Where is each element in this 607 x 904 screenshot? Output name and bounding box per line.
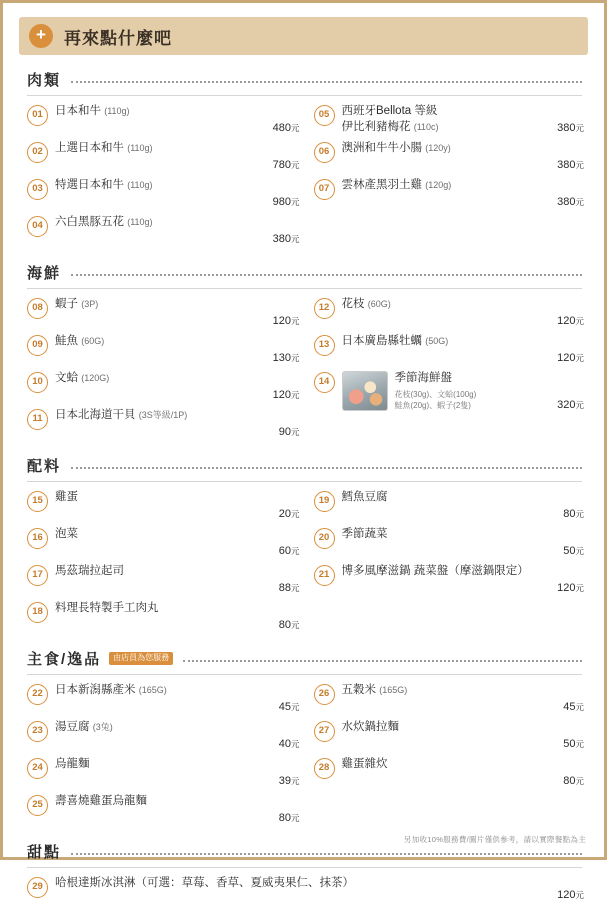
menu-item-body (48, 334, 273, 350)
section-title: 甜點 (27, 844, 62, 861)
column-left (19, 293, 304, 441)
menu-item[interactable] (27, 486, 300, 523)
menu-item-number: 29 (27, 877, 48, 898)
menu-item[interactable] (27, 753, 300, 790)
menu-item-number: 13 (314, 335, 335, 356)
menu-item-price: 80元 (278, 619, 300, 631)
menu-item[interactable] (27, 872, 584, 904)
menu-item-price: 50元 (563, 738, 584, 750)
menu-item-price: 130元 (272, 352, 300, 364)
menu-item-body (48, 794, 279, 810)
menu-item-weight: (165G) (379, 685, 408, 695)
menu-item-price: 320元 (557, 398, 584, 411)
menu-item-body (335, 527, 564, 543)
menu-item-name: 文蛤 (120G) (55, 372, 110, 384)
menu-item-text (55, 297, 269, 313)
menu-item-weight: (110g) (127, 217, 153, 227)
menu-item-name: 水炊鍋拉麵 (341, 721, 399, 733)
menu-section (19, 648, 588, 827)
menu-item-text (342, 178, 554, 194)
menu-item-name: 泡菜 (55, 528, 78, 540)
menu-item-weight: (3S等級/1P) (138, 410, 188, 420)
menu-item-body (48, 601, 279, 617)
menu-item-text (55, 178, 269, 194)
menu-item-name: 博多風摩滋鍋 蔬菜盤（摩滋鍋限定） (341, 565, 529, 577)
section-dotted-rule (71, 852, 582, 855)
menu-section (19, 455, 588, 634)
menu-item-price: 80元 (563, 508, 584, 520)
menu-item-name: 特選日本和牛 (110g) (55, 179, 153, 191)
menu-item-text (342, 141, 554, 157)
menu-item[interactable] (314, 716, 585, 753)
section-header (19, 455, 588, 476)
menu-item[interactable] (27, 560, 300, 597)
menu-item-body (335, 683, 564, 699)
column-right (304, 293, 589, 441)
column-right (304, 679, 589, 827)
menu-item-text (342, 683, 560, 699)
menu-item-name: 日本新潟縣產米 (165G) (55, 684, 167, 696)
menu-item[interactable] (27, 174, 300, 211)
menu-item-price: 39元 (278, 775, 300, 787)
menu-content (3, 3, 604, 901)
menu-item-price: 45元 (278, 701, 300, 713)
menu-item[interactable] (314, 486, 585, 523)
menu-item-price: 380元 (272, 233, 300, 245)
menu-item-weight: (3兔) (92, 722, 113, 732)
menu-item-body (48, 371, 273, 387)
menu-item-name: 六白黑豚五花 (110g) (55, 216, 153, 228)
menu-item[interactable] (314, 679, 585, 716)
menu-item-weight: (60G) (367, 299, 391, 309)
menu-item-number: 06 (314, 142, 335, 163)
menu-item-number: 23 (27, 721, 48, 742)
menu-item-name: 澳洲和牛牛小腸 (120y) (341, 142, 451, 155)
section-header (19, 262, 588, 283)
menu-item-body (48, 564, 279, 580)
section-divider (27, 95, 582, 96)
menu-item-weight: (110c) (413, 121, 439, 132)
menu-item-body (48, 297, 273, 313)
menu-item-text (55, 683, 275, 699)
menu-item-name: 馬茲瑞拉起司 (55, 565, 124, 577)
section-divider (27, 481, 582, 482)
menu-item-body (335, 141, 558, 157)
menu-item-body (48, 683, 279, 699)
menu-item-price: 80元 (563, 775, 584, 787)
footer-note: 另加收10%服務費/圖片僅供參考，請以實際餐點為主 (403, 835, 586, 844)
menu-item-name: 日本和牛 (110g) (55, 105, 130, 117)
column-left (19, 486, 304, 634)
menu-item-text (342, 104, 554, 135)
plus-icon: + (29, 24, 53, 48)
menu-item[interactable] (27, 679, 300, 716)
menu-item-price: 90元 (278, 426, 300, 438)
menu-item-price: 380元 (557, 122, 584, 135)
menu-item-number: 11 (27, 409, 48, 430)
menu-item-text (342, 527, 560, 543)
menu-item-number: 21 (314, 565, 335, 586)
menu-item-number: 14 (314, 372, 335, 393)
menu-item-body (48, 408, 279, 424)
menu-item-text (55, 490, 275, 506)
menu-item-body (48, 490, 279, 506)
menu-item-number: 09 (27, 335, 48, 356)
menu-item[interactable] (27, 523, 300, 560)
menu-item-name: 雞蛋 (55, 491, 78, 503)
menu-item-text (55, 408, 275, 424)
menu-item[interactable] (27, 293, 300, 330)
menu-item-body (335, 720, 564, 736)
section-divider (27, 288, 582, 289)
menu-item-text (395, 371, 477, 412)
menu-item-body (335, 334, 558, 350)
menu-item-body (335, 564, 558, 580)
menu-item-number: 15 (27, 491, 48, 512)
menu-item-price: 780元 (272, 159, 300, 171)
menu-item-text (55, 720, 275, 736)
menu-item-body (48, 757, 279, 773)
menu-item-text (342, 490, 560, 506)
menu-item-body (48, 104, 273, 120)
menu-item-name: 料理長特製手工肉丸 (55, 602, 159, 614)
menu-item-number: 05 (314, 105, 335, 126)
menu-item-weight: (120y) (425, 143, 451, 154)
menu-item[interactable] (27, 211, 300, 248)
menu-item-price: 120元 (272, 315, 300, 327)
menu-section (19, 841, 588, 904)
menu-item-price: 80元 (278, 812, 300, 824)
menu-item-name: 日本北海道干貝 (3S等級/1P) (55, 409, 188, 421)
menu-item-weight: (120g) (425, 180, 452, 191)
menu-item-number: 17 (27, 565, 48, 586)
menu-item-number: 08 (27, 298, 48, 319)
menu-item-price: 120元 (557, 315, 584, 327)
menu-item[interactable] (27, 404, 300, 441)
page-title: 再來點什麼吧 (64, 28, 172, 48)
menu-item-name: 鮭魚 (60G) (55, 335, 105, 347)
menu-sections (19, 69, 588, 904)
menu-item-body (48, 141, 273, 157)
menu-item-body (335, 178, 558, 194)
menu-item-number: 26 (314, 684, 335, 705)
menu-item-number: 20 (314, 528, 335, 549)
menu-item-name: 季節蔬菜 (341, 528, 388, 540)
menu-item-weight: (165G) (138, 685, 167, 695)
menu-item-price: 60元 (278, 545, 300, 557)
menu-section (19, 69, 588, 248)
section-dotted-rule (71, 273, 582, 276)
menu-item-name: 湯豆腐 (3兔) (55, 721, 113, 733)
menu-item-subtext: 花枝(30g)、文蛤(100g) 鮭魚(20g)、蝦子(2隻) (394, 389, 477, 411)
column-right (304, 100, 589, 248)
section-columns (19, 872, 588, 904)
section-divider (27, 674, 582, 675)
menu-item-weight: (110g) (127, 143, 153, 153)
menu-item-price: 120元 (557, 889, 584, 901)
menu-item-number: 04 (27, 216, 48, 237)
menu-item-name: 西班牙Bellota 等級 伊比利豬梅花 (110c) (341, 105, 439, 133)
menu-item-text (55, 527, 275, 543)
menu-item-text (55, 601, 275, 617)
menu-item-name: 烏龍麵 (55, 758, 90, 770)
menu-item-name: 壽喜燒雞蛋烏龍麵 (55, 795, 147, 807)
menu-item-price: 120元 (557, 582, 584, 594)
menu-item-number: 22 (27, 684, 48, 705)
menu-item[interactable] (27, 367, 300, 404)
menu-item-number: 03 (27, 179, 48, 200)
menu-item-price: 380元 (557, 196, 584, 209)
section-header (19, 69, 588, 90)
menu-item-price: 380元 (557, 159, 584, 172)
section-columns (19, 486, 588, 634)
menu-item-text (342, 720, 560, 736)
menu-item-name: 花枝 (60G) (341, 298, 391, 310)
menu-item[interactable] (314, 293, 585, 330)
menu-item-text (342, 297, 554, 313)
menu-item-text (55, 104, 269, 120)
menu-item-text (342, 564, 554, 580)
menu-item-name: 日本廣島縣牡蠣 (50G) (341, 335, 449, 347)
menu-item[interactable] (27, 100, 300, 137)
menu-item-number: 25 (27, 795, 48, 816)
menu-item-number: 02 (27, 142, 48, 163)
menu-item-name: 鱈魚豆腐 (341, 491, 388, 503)
menu-item-number: 01 (27, 105, 48, 126)
menu-item-number: 18 (27, 602, 48, 623)
menu-item-text (55, 215, 269, 231)
column-full (19, 872, 588, 904)
menu-item-body (335, 104, 558, 135)
menu-item-name: 五穀米 (165G) (341, 684, 408, 696)
menu-item-text (342, 334, 554, 350)
menu-item-number: 10 (27, 372, 48, 393)
menu-item-body (48, 178, 273, 194)
menu-item-name: 哈根達斯冰淇淋（可選：草莓、香草、夏威夷果仁、抹茶） (55, 877, 354, 889)
column-right (304, 486, 589, 634)
section-title: 肉類 (27, 72, 62, 89)
menu-item-weight: (110g) (127, 180, 153, 190)
section-header (19, 648, 588, 669)
menu-item-number: 19 (314, 491, 335, 512)
menu-item-weight: (120G) (81, 373, 110, 383)
menu-item-body (48, 876, 557, 892)
section-dotted-rule (71, 80, 582, 83)
menu-item[interactable] (27, 597, 300, 634)
menu-item-text (55, 564, 275, 580)
menu-item-text (55, 334, 269, 350)
menu-item-text (55, 876, 553, 892)
menu-item-body (48, 527, 279, 543)
section-title: 配料 (27, 458, 62, 475)
menu-item-text (55, 371, 269, 387)
section-title: 海鮮 (27, 265, 62, 282)
menu-item-price: 50元 (563, 545, 584, 557)
menu-item[interactable] (27, 790, 300, 827)
menu-item-body (335, 757, 564, 773)
menu-item-body (335, 371, 558, 412)
menu-item[interactable] (314, 137, 585, 174)
menu-item[interactable] (314, 174, 585, 211)
menu-item-weight: (110g) (104, 106, 130, 116)
section-columns (19, 293, 588, 441)
menu-item-body (48, 720, 279, 736)
section-divider (27, 867, 582, 868)
column-left (19, 679, 304, 827)
menu-item-text (55, 794, 275, 810)
menu-item-weight: (60G) (81, 336, 105, 346)
menu-item-number: 12 (314, 298, 335, 319)
menu-item-price: 120元 (272, 389, 300, 401)
menu-item[interactable] (27, 716, 300, 753)
menu-item-body (48, 215, 273, 231)
section-badge: 由店員為您服務 (109, 652, 173, 665)
menu-item[interactable] (314, 100, 585, 137)
menu-item-price: 40元 (278, 738, 300, 750)
menu-item-number: 28 (314, 758, 335, 779)
section-columns (19, 100, 588, 248)
section-columns (19, 679, 588, 827)
menu-item[interactable] (314, 523, 585, 560)
menu-item-number: 16 (27, 528, 48, 549)
menu-item-price: 120元 (557, 352, 584, 364)
menu-item-number: 07 (314, 179, 335, 200)
menu-item-text (342, 757, 560, 773)
menu-item-body (335, 297, 558, 313)
menu-item-text (55, 141, 269, 157)
section-dotted-rule (183, 659, 582, 662)
menu-item-name: 上選日本和牛 (110g) (55, 142, 153, 154)
menu-item-price: 980元 (272, 196, 300, 208)
menu-item[interactable] (27, 137, 300, 174)
menu-item-text (55, 757, 275, 773)
menu-section (19, 262, 588, 441)
menu-item[interactable] (314, 753, 585, 790)
menu-item[interactable] (314, 330, 585, 367)
menu-item-number: 24 (27, 758, 48, 779)
section-dotted-rule (71, 466, 582, 469)
menu-item[interactable] (314, 367, 585, 414)
seafood-platter-photo (342, 371, 388, 411)
menu-item-weight: (3P) (81, 299, 99, 309)
menu-item-price: 88元 (278, 582, 300, 594)
menu-item-weight: (50G) (425, 336, 449, 346)
menu-item-name: 雲林產黑羽土雞 (120g) (341, 179, 452, 192)
menu-item-price: 480元 (272, 122, 300, 134)
column-left (19, 100, 304, 248)
menu-item-name: 雞蛋雜炊 (341, 758, 388, 770)
menu-item-body (335, 490, 564, 506)
menu-item-price: 20元 (278, 508, 300, 520)
menu-item-name: 季節海鮮盤 (394, 372, 452, 384)
section-title: 主食/逸品 (27, 651, 102, 668)
menu-item[interactable] (27, 330, 300, 367)
menu-item-name: 蝦子 (3P) (55, 298, 99, 310)
menu-item[interactable] (314, 560, 585, 597)
menu-header-banner (19, 17, 588, 55)
menu-item-price: 45元 (563, 701, 584, 713)
menu-item-number: 27 (314, 721, 335, 742)
